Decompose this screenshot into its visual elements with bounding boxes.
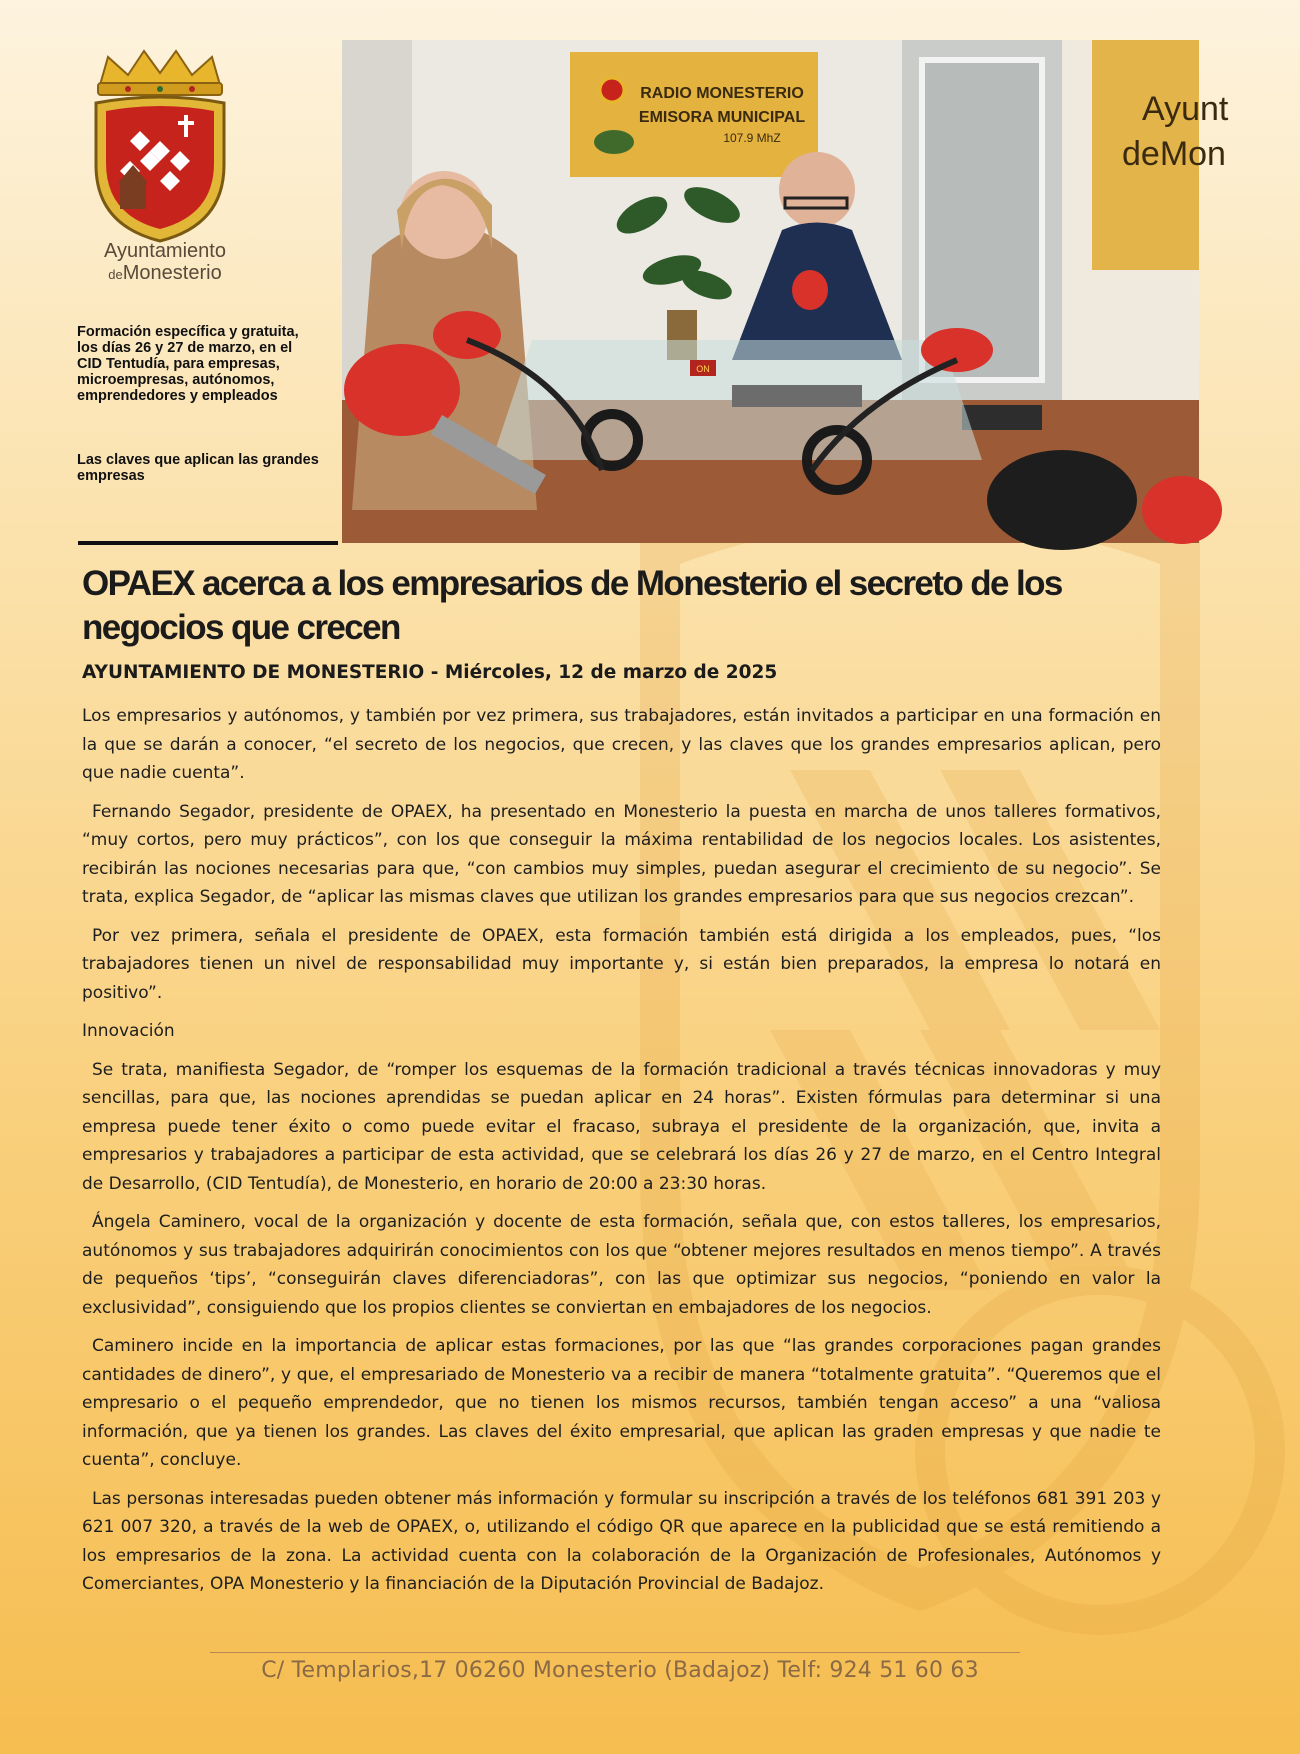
logo-line-town: Monesterio — [122, 262, 222, 284]
logo-line-monesterio — [80, 262, 250, 286]
footer-address: C/ Templarios,17 06260 Monesterio (Badajoz) Telf: 924 51 60 63 — [261, 1658, 979, 1683]
article-paragraph-7: Las personas interesadas pueden obtener más información y formular su inscripción a través de los teléfonos 681 391 203 y 621 007 320, a través de la web de OPAEX, o, utilizando el código QR que aparece en la publicidad que se está remitiendo a los empresarios de la zona. La actividad cuenta con la colaboración de la Organización de Profesionales, Autónomos y Comerciantes, OPA Monesterio y la financiación de la Diputación Provincial de Badajoz. — [82, 1488, 1161, 1594]
sidebar-lead-2: Las claves que aplican las grandes empresas — [77, 452, 319, 484]
logo-line-prefix: de — [108, 267, 123, 282]
article-paragraph-2: Fernando Segador, presidente de OPAEX, ha presentado en Monesterio la puesta en marcha de unos talleres formativos, “muy cortos, pero muy prácticos”, con los que conseguir la máxima rentabilidad de los negocios locales. Los asistentes, recibirán las nociones necesarias para que, “con cambios muy simples, puedan asegurar el crecimiento de su negocio”. Se trata, explica Segador, de “aplicar las mismas claves que utilizan los grandes empresarios para que sus negocios crezcan”. — [82, 801, 1161, 907]
wall-sign-line-2: deMon — [1122, 135, 1226, 173]
article-paragraph-5: Ángela Caminero, vocal de la organización y docente de esta formación, señala que, con estos talleres, los empresarios, autónomos y sus trabajadores adquirirán conocimientos con los que “obtener mejores resultados en menos tiempo”. A través de pequeños ‘tips’, “conseguirán claves diferenciadoras”, con las que optimizar sus negocios, “poniendo en valor la exclusividad”, consiguiendo que los propios clientes se conviertan en embajadores de los negocios. — [82, 1212, 1161, 1318]
ayuntamiento-crest-logo — [80, 45, 240, 245]
sidebar-lead-1: Formación específica y gratuita, los días 26 y 27 de marzo, en el CID Tentudía, para empresas, microempresas, autónomos, emprendedores y empleados — [77, 324, 299, 404]
article-subheading: Innovación — [82, 1021, 175, 1041]
article-paragraph-6: Caminero incide en la importancia de aplicar estas formaciones, por las que “las grandes corporaciones pagan grandes cantidades de dinero”, y que, el empresariado de Monesterio va a recibir de manera “totalmente gratuita”. “Queremos que el empresario o el pequeño emprendedor, que no tienen los mismos recursos, también tengan acceso” a una “valiosa información, que ya tienen los grandes. Las claves del éxito empresarial, que aplican las graden empresas y que nadie te cuenta”, concluye. — [82, 1336, 1161, 1470]
article-headline: OPAEX acerca a los empresarios de Monesterio el secreto de los negocios que crecen — [82, 564, 1062, 647]
radio-studio-illustration — [342, 40, 1229, 543]
logo-line-ayuntamiento: Ayuntamiento — [104, 240, 226, 262]
article-paragraph-4: Se trata, manifiesta Segador, de “romper los esquemas de la formación tradicional a través técnicas innovadoras y muy sencillas, para que, las nociones aprendidas se puedan aplicar en 24 horas”. Existen fórmulas para determinar si una empresa puede tener éxito o como puede evitar el fracaso, subraya el presidente de la organización, que, invita a empresarios y trabajadores a participar de esta actividad, que se celebrará los días 26 y 27 de marzo, en el Centro Integral de Desarrollo, (CID Tentudía), de Monesterio, en horario de 20:00 a 23:30 horas. — [82, 1059, 1161, 1194]
on-air-light-label: ON — [696, 364, 710, 374]
logo-caption — [80, 240, 250, 286]
banner-line-1: RADIO MONESTERIO — [640, 85, 804, 102]
footer-divider — [210, 1652, 1020, 1653]
article-paragraph-1: Los empresarios y autónomos, y también por vez primera, sus trabajadores, están invitados a participar en una formación en la que se darán a conocer, “el secreto de los negocios, que crecen, y las claves que los grandes empresarios aplican, pero que nadie cuenta”. — [82, 706, 1161, 783]
article-paragraph-3: Por vez primera, señala el presidente de OPAEX, esta formación también está dirigida a los empleados, pues, “los trabajadores tienen un nivel de responsabilidad muy importante y, si están bien preparados, la empresa lo notará en positivo”. — [82, 925, 1161, 1003]
sidebar-divider — [78, 541, 338, 545]
article-byline: AYUNTAMIENTO DE MONESTERIO - Miércoles, 12 de marzo de 2025 — [82, 662, 778, 683]
radio-studio-photo — [342, 40, 1229, 543]
banner-line-2: EMISORA MUNICIPAL — [638, 109, 806, 126]
article-body — [82, 702, 1161, 1609]
wall-sign-line-1: Ayunt — [1142, 90, 1229, 128]
banner-frequency: 107.9 MhZ — [723, 131, 781, 145]
